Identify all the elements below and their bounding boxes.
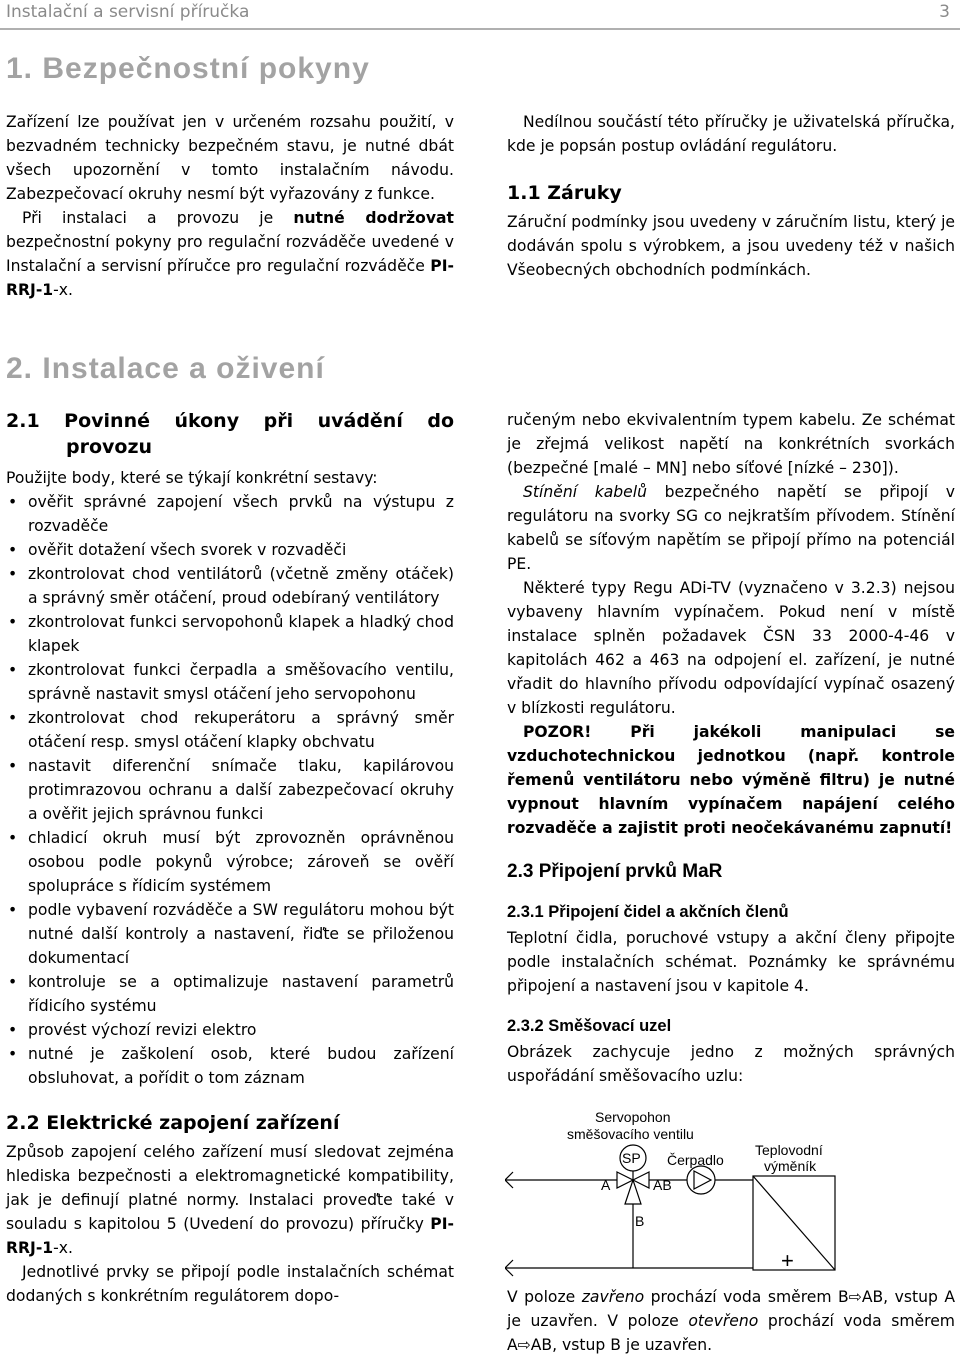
caption-italic: otevřeno: [688, 1312, 759, 1330]
page-header: [0, 0, 960, 26]
list-item: • zkontrolovat chod rekuperátoru a správný směr otáčení resp. smysl otáčení klapky obchvatu: [6, 706, 454, 754]
header-title: Instalační a servisní příručka: [6, 2, 250, 22]
subsection-2-1-intro: Použijte body, které se týkají konkrétní sestavy:: [6, 469, 378, 487]
actuator-sp-label: SP: [622, 1150, 641, 1166]
list-item: • ověřit dotažení všech svorek v rozvaděči: [6, 538, 454, 562]
para-text: bezpečnostní pokyny pro regulační rozváděče uvedené v Instalační a servisní příručce pro regulační rozváděče: [6, 233, 454, 275]
warning-text: Při jakékoli manipulaci se vzduchotechnickou jednotkou (např. kontrole řemenů ventilátoru nebo výměně filtru) je nutné vypnout hlavním vypínačem napájení celého rozvaděče a zajistit proti neočekávanému zapnutí!: [507, 723, 955, 837]
port-ab-label: AB: [653, 1177, 672, 1193]
port-a-label: A: [601, 1177, 611, 1193]
para-text: -x.: [53, 281, 73, 299]
para-text: Způsob zapojení celého zařízení musí sledovat zejména hlediska bezpečnosti a elektromagnetické kompatibility, jak je definují platné normy. Instalaci proveďte také v souladu s kapitolou 5 (Uvedení do provozu) příručky: [6, 1143, 454, 1233]
doc-reference: PI-RRJ-1: [6, 1215, 454, 1257]
list-item: • nutné je zaškolení osob, které budou zařízení obsluhovat, a pořídit o tom záznam: [6, 1042, 454, 1090]
subsection-2-1-heading: 2.1 Povinné úkony při uvádění do provozu: [6, 410, 454, 458]
list-item: • podle vybavení rozváděče a SW regulátoru mohou být nutné další kontroly a nastavení, řiďte se přiloženou dokumentací: [6, 898, 454, 970]
valve-body-icon: [625, 1180, 641, 1204]
diagram-caption: [507, 1285, 955, 1357]
para-text: bezpečného napětí se připojí v regulátoru na svorky SG co nejkratším přívodem. Stínění kabelů se síťovým napětím se připojí přímo na potenciál PE.: [507, 483, 956, 573]
caption-part: prochází voda směrem B⇨AB, vstup A je uzavřen. V poloze: [507, 1288, 956, 1330]
subsection-2-2-para-4: Některé typy Regu ADi-TV (vyznačeno v 3.2.3) nejsou vybaveny hlavním vypínačem. Pokud není v místě instalace splněn požadavek ČSN 33 2000-4-46 v kapitolách 462 a 463 na odpojení el. zařízení, je nutné vřadit do hlavního přívodu odpovídající vypínač osazený v blízkosti regulátoru.: [507, 579, 955, 717]
section-1-para-1: Zařízení lze používat jen v určeném rozsahu použití, v bezvadném technicky bezpečném stavu, je nutné dbát všech upozornění v tomto instalačním návodu. Zabezpečovací okruhy nesmí být vyřazovány z funkce.: [6, 113, 454, 203]
caption-part: V poloze: [507, 1288, 582, 1306]
section-1-left-column: [6, 110, 454, 302]
subsection-2-3-heading: 2.3 Připojení prvků MaR: [507, 861, 723, 882]
list-item: • kontroluje se a optimalizuje nastavení parametrů řídicího systému: [6, 970, 454, 1018]
section-1-right-column: [507, 110, 955, 282]
caption-italic: zavřeno: [581, 1288, 645, 1306]
pump: [667, 1152, 724, 1194]
para-text: -x.: [53, 1239, 73, 1257]
list-item: • zkontrolovat funkci servopohonů klapek a hladký chod klapek: [6, 610, 454, 658]
caption-text: [507, 1285, 955, 1357]
subsection-2-2-para-3: [507, 480, 955, 576]
section-2-right-column: [507, 408, 955, 1088]
plus-sign: +: [781, 1248, 794, 1273]
warranty-text: Záruční podmínky jsou uvedeny v záručním listu, který je dodáván spolu s výrobkem, a jsou uvedeny též v našich Všeobecných obchodních podmínkách.: [507, 213, 955, 279]
section-2-heading: 2. Instalace a oživení: [6, 352, 325, 385]
list-item: • provést výchozí revizi elektro: [6, 1018, 454, 1042]
mixing-valve: [601, 1145, 672, 1268]
exchanger-label-line-1: Teplovodní: [755, 1142, 823, 1158]
warning-paragraph: [507, 720, 955, 840]
subsection-2-2-para-2-cont: ručeným nebo ekvivalentním typem kabelu. Ze schémat je zřejmá velikost napětí na konkrétních svorkách (bezpečné [malé – MN] nebo síťové [nízké – 230]).: [507, 411, 955, 477]
page-number: 3: [939, 2, 950, 22]
subsection-2-2-para-1: [6, 1140, 454, 1260]
subsection-2-3-2-text: Obrázek zachycuje jedno z možných správných uspořádání směšovacího uzlu:: [507, 1043, 955, 1085]
header-divider: [0, 28, 960, 30]
subsection-2-3-2-heading: 2.3.2 Směšovací uzel: [507, 1017, 672, 1035]
list-item: • zkontrolovat funkci čerpadla a směšovacího ventilu, správně nastavit smysl otáčení jeho servopohonu: [6, 658, 454, 706]
caption-part: prochází voda směrem A⇨AB, vstup B je uzavřen.: [507, 1312, 955, 1354]
list-item: • nastavit diferenční snímače tlaku, kapilárovou protimrazovou ochranu a další zabezpečovací okruhy a ověřit jejich správnou funkci: [6, 754, 454, 826]
mixing-node-diagram: [505, 1108, 960, 1288]
subsection-2-3-1-heading: 2.3.1 Připojení čidel a akčních členů: [507, 903, 789, 921]
subsection-2-2-heading: 2.2 Elektrické zapojení zařízení: [6, 1112, 340, 1134]
list-item: • zkontrolovat chod ventilátorů (včetně změny otáček) a správný směr otáčení, proud odebíraný ventilátory: [6, 562, 454, 610]
commissioning-checklist: [6, 490, 454, 1090]
section-1-right-para: Nedílnou součástí této příručky je uživatelská příručka, kde je popsán postup ovládání regulátoru.: [507, 113, 955, 155]
return-pipe: [505, 1260, 753, 1276]
section-2-left-column: [6, 408, 454, 1308]
port-b-label: B: [635, 1213, 645, 1229]
actuator-label-line-2: směšovacího ventilu: [567, 1126, 694, 1142]
warning-label: POZOR!: [523, 723, 592, 741]
actuator-label-line-1: Servopohon: [595, 1109, 671, 1125]
list-item: • ověřit správné zapojení všech prvků na výstupu z rozvaděče: [6, 490, 454, 538]
section-1-heading: 1. Bezpečnostní pokyny: [6, 52, 370, 85]
list-item: • chladicí okruh musí být zprovozněn oprávněnou osobou podle pokynů výrobce; zároveň se ověří spolupráce s řídicím systémem: [6, 826, 454, 898]
subsection-2-3-1-text: Teplotní čidla, poruchové vstupy a akční členy připojte podle instalačních schémat. Poznámky ke správnému připojení a nastavení jsou v kapitole 4.: [507, 929, 955, 995]
pump-label: Čerpadlo: [667, 1152, 724, 1168]
section-1-para-2: [6, 206, 454, 302]
para-text: Při instalaci a provozu je: [22, 209, 294, 227]
para-bold-text: nutné dodržovat: [293, 209, 454, 227]
subsection-2-2-para-2-start: Jednotlivé prvky se připojí podle instalačních schémat dodaných s konkrétním regulátorem dopo-: [6, 1263, 454, 1305]
exchanger-label-line-2: výměník: [764, 1158, 817, 1174]
heat-exchanger: [753, 1176, 835, 1273]
para-italic-text: Stínění kabelů: [523, 483, 647, 501]
warranty-heading: 1.1 Záruky: [507, 182, 622, 204]
doc-reference: PI-RRJ-1: [6, 257, 454, 299]
